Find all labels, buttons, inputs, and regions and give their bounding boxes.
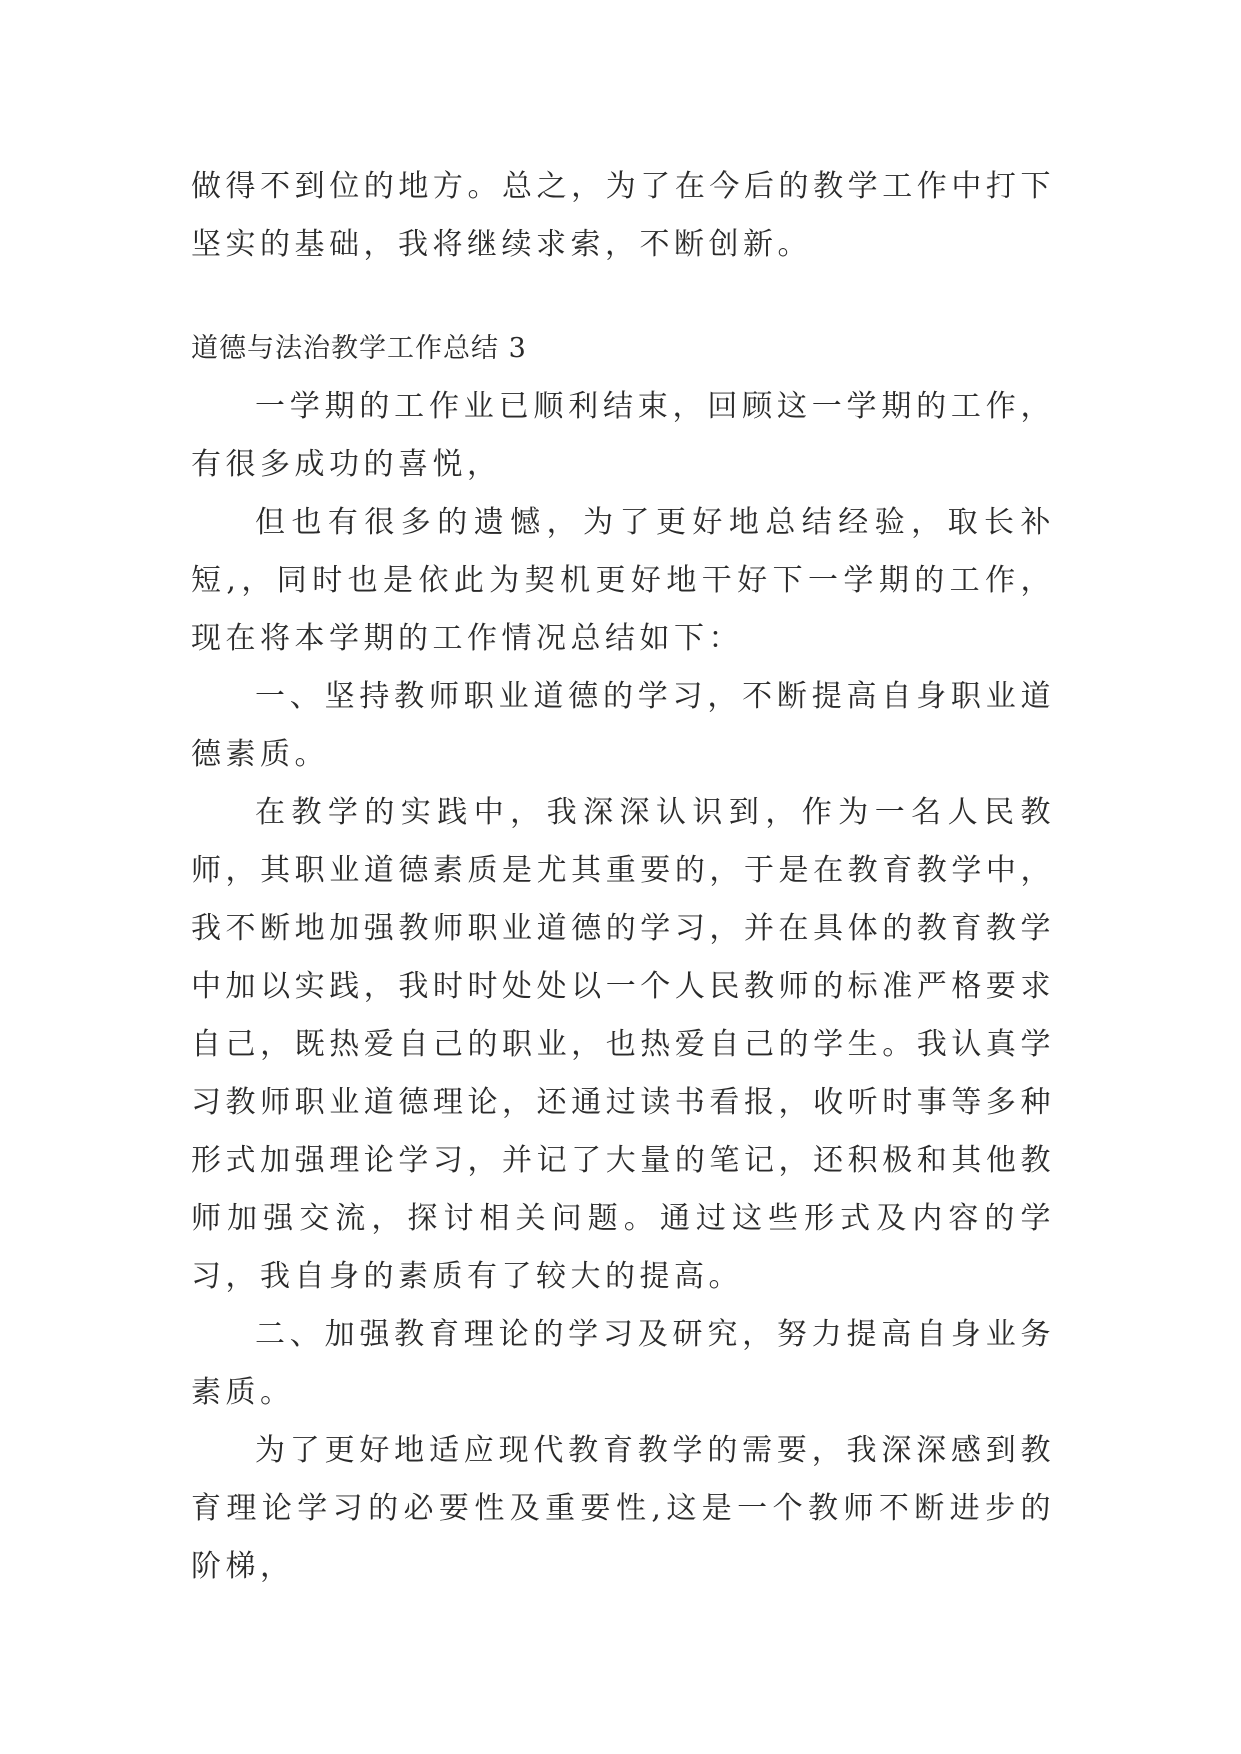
- paragraph-ethics-practice: 在教学的实践中，我深深认识到，作为一名人民教师，其职业道德素质是尤其重要的，于是在教育教学中，我不断地加强教师职业道德的学习，并在具体的教育教学中加以实践，我时时处处以一个人民教师的标准严格要求自己，既热爱自己的职业，也热爱自己的学生。我认真学习教师职业道德理论，还通过读书看报，收听时事等多种形式加强理论学习，并记了大量的笔记，还积极和其他教师加强交流，探讨相关问题。通过这些形式及内容的学习，我自身的素质有了较大的提高。: [191, 795, 1055, 1294]
- document-body: [191, 158, 1055, 1596]
- paragraph-continuation: 做得不到位的地方。总之，为了在今后的教学工作中打下坚实的基础，我将继续求索，不断创新。: [191, 169, 1055, 262]
- paragraph-heading-2: 二、加强教育理论的学习及研究，努力提高自身业务素质。: [191, 1317, 1055, 1410]
- paragraph-reflection: 但也有很多的遗憾，为了更好地总结经验，取长补短,，同时也是依此为契机更好地干好下一学期的工作，现在将本学期的工作情况总结如下：: [191, 505, 1055, 656]
- paragraph-intro: 一学期的工作业已顺利结束，回顾这一学期的工作，有很多成功的喜悦，: [191, 389, 1055, 482]
- section-spacer: [191, 274, 1055, 320]
- section-title: 道德与法治教学工作总结 3: [191, 333, 527, 364]
- paragraph-theory-study: 为了更好地适应现代教育教学的需要，我深深感到教育理论学习的必要性及重要性,这是一个教师不断进步的阶梯，: [191, 1433, 1055, 1584]
- paragraph-heading-1: 一、坚持教师职业道德的学习，不断提高自身职业道德素质。: [191, 679, 1055, 772]
